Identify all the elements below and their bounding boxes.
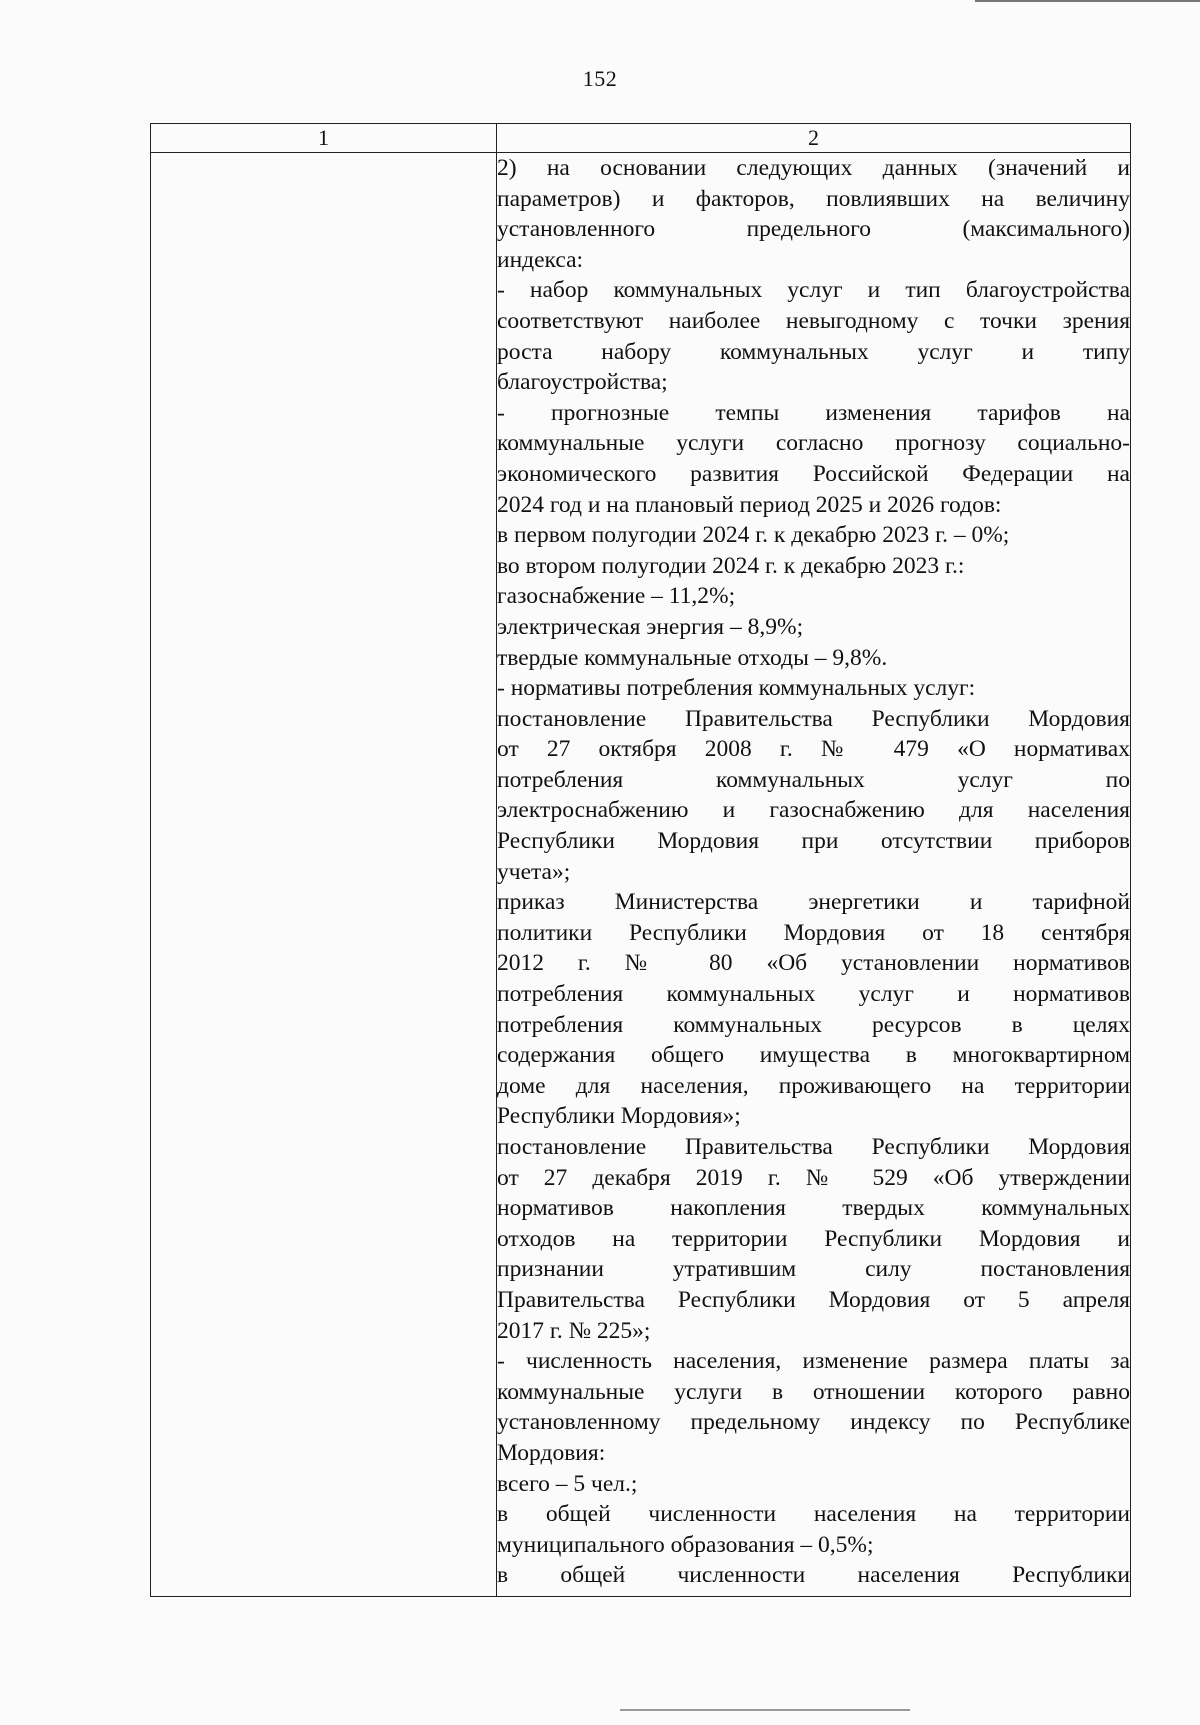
text-line: в общей численности населения на территории (497, 1501, 1130, 1528)
text-line: в общей численности населения Республики (497, 1562, 1130, 1589)
text-line: Республики Мордовия при отсутствии приборов (497, 828, 1130, 855)
text-line: 2024 год и на плановый период 2025 и 2026 годов: (497, 491, 1002, 518)
text-line: потребления коммунальных ресурсов в целях (497, 1011, 1130, 1038)
text-line: электроснабжению и газоснабжению для населения (497, 797, 1130, 824)
text-line: индекса: (497, 246, 584, 273)
text-line: во втором полугодии 2024 г. к декабрю 2023 г.: (497, 552, 965, 579)
text-line: - численность населения, изменение размера платы за (497, 1348, 1130, 1375)
document-table (150, 123, 1131, 1597)
text-line: муниципального образования – 0,5%; (497, 1531, 874, 1558)
text-line: - нормативы потребления коммунальных услуг: (497, 675, 976, 702)
text-line: 2) на основании следующих данных (значений и (497, 155, 1130, 181)
scan-edge-mark-bottom (620, 1709, 910, 1711)
text-line: потребления коммунальных услуг и нормативов (497, 981, 1130, 1008)
text-line: политики Республики Мордовия от 18 сентября (497, 919, 1130, 946)
page-number: 152 (582, 66, 618, 91)
text-line: - набор коммунальных услуг и тип благоустройства (497, 277, 1130, 304)
text-line: всего – 5 чел.; (497, 1470, 638, 1497)
text-line: приказ Министерства энергетики и тарифной (497, 889, 1130, 916)
scan-edge-mark (975, 0, 1200, 2)
text-line: учета»; (497, 858, 571, 885)
table-header-row (151, 124, 1131, 153)
text-line: от 27 октября 2008 г. № 479 «О нормативах (497, 736, 1130, 763)
text-line: - прогнозные темпы изменения тарифов на (497, 399, 1130, 426)
text-line: Мордовия: (497, 1439, 606, 1466)
text-line: содержания общего имущества в многоквартирном (497, 1042, 1130, 1069)
text-line: постановление Правительства Республики Мордовия (497, 705, 1130, 732)
text-line: установленному предельному индексу по Республике (497, 1409, 1130, 1436)
text-line: 2017 г. № 225»; (497, 1317, 651, 1344)
column-header-2: 2 (497, 124, 1131, 153)
text-line: 2012 г. № 80 «Об установлении нормативов (497, 950, 1130, 977)
text-line: Правительства Республики Мордовия от 5 апреля (497, 1286, 1130, 1313)
text-line: нормативов накопления твердых коммунальных (497, 1195, 1130, 1222)
text-line: коммунальные услуги согласно прогнозу социально- (497, 430, 1130, 457)
text-line: параметров) и факторов, повлиявших на величину (497, 185, 1130, 212)
text-line: постановление Правительства Республики Мордовия (497, 1134, 1130, 1160)
text-cell-column-2 (497, 153, 1131, 1597)
text-line: от 27 декабря 2019 г. № 529 «Об утверждении (497, 1164, 1130, 1191)
text-line: роста набору коммунальных услуг и типу (497, 338, 1130, 365)
text-line: коммунальные услуги в отношении которого равно (497, 1378, 1130, 1405)
text-line: доме для населения, проживающего на территории (497, 1072, 1130, 1099)
text-line: Республики Мордовия»; (497, 1103, 741, 1130)
text-line: в первом полугодии 2024 г. к декабрю 2023 г. – 0%; (497, 522, 1010, 549)
column-header-1: 1 (151, 124, 497, 153)
text-line: электрическая энергия – 8,9%; (497, 613, 804, 640)
text-line: признании утратившим силу постановления (497, 1256, 1130, 1283)
text-line: газоснабжение – 11,2%; (497, 583, 736, 610)
text-line: благоустройства; (497, 369, 668, 396)
text-line: установленного предельного (максимального) (497, 216, 1130, 243)
text-line: отходов на территории Республики Мордовия и (497, 1225, 1130, 1252)
text-line: экономического развития Российской Федерации на (497, 460, 1130, 487)
empty-cell-column-1 (151, 153, 497, 1597)
text-line: потребления коммунальных услуг по (497, 766, 1130, 793)
text-line: соответствуют наиболее невыгодному с точки зрения (497, 307, 1130, 334)
text-line: твердые коммунальные отходы – 9,8%. (497, 644, 888, 671)
table-row (151, 153, 1131, 1597)
